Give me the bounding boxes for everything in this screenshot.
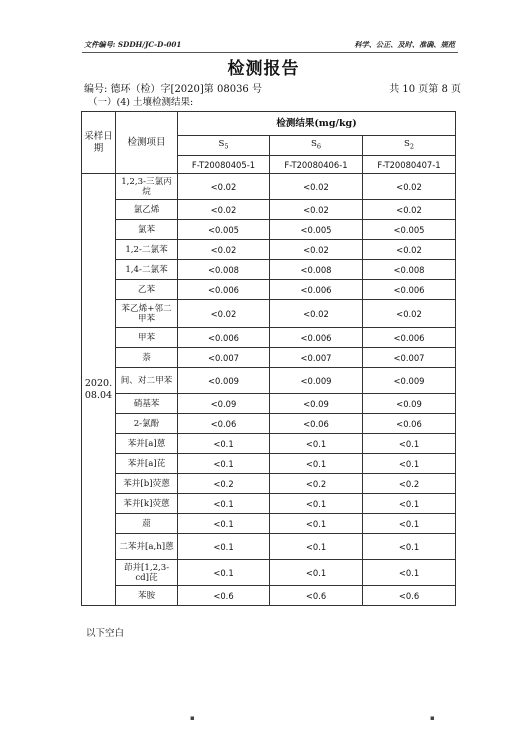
result-value-cell: <0.02 [178, 240, 270, 260]
header-sample-date: 采样日期 [82, 112, 116, 174]
page-indicator: 共 10 页第 8 页 [389, 84, 461, 95]
header-doc-file-number: 文件编号: SDDH/JC-D-001 [84, 40, 182, 49]
sample-id-cell: F-T20080407-1 [363, 156, 456, 174]
result-value-cell: <0.1 [178, 434, 270, 454]
table-row [82, 300, 456, 328]
result-value-cell: <0.006 [178, 328, 270, 348]
result-value-cell: <0.02 [363, 300, 456, 328]
test-item-cell: 苯并[b]荧蒽 [116, 474, 178, 494]
result-value-cell: <0.005 [270, 220, 363, 240]
table-row [82, 394, 456, 414]
table-row [82, 348, 456, 368]
result-value-cell: <0.1 [363, 514, 456, 534]
table-row [82, 368, 456, 394]
result-value-cell: <0.09 [270, 394, 363, 414]
table-row [82, 220, 456, 240]
table-row [82, 560, 456, 586]
test-item-cell: 1,4-二氯苯 [116, 260, 178, 280]
result-value-cell: <0.02 [363, 200, 456, 220]
result-value-cell: <0.1 [270, 560, 363, 586]
result-value-cell: <0.1 [270, 534, 363, 560]
result-value-cell: <0.06 [363, 414, 456, 434]
result-value-cell: <0.02 [270, 240, 363, 260]
scan-mark: ▪ [190, 714, 195, 722]
table-row [82, 454, 456, 474]
table-row [82, 494, 456, 514]
result-value-cell: <0.008 [178, 260, 270, 280]
test-item-cell: 1,2-二氯苯 [116, 240, 178, 260]
result-value-cell: <0.1 [178, 560, 270, 586]
result-value-cell: <0.007 [270, 348, 363, 368]
table-row [82, 414, 456, 434]
test-item-cell: 氯苯 [116, 220, 178, 240]
result-value-cell: <0.009 [270, 368, 363, 394]
result-value-cell: <0.006 [363, 328, 456, 348]
test-item-cell: 间、对二甲苯 [116, 368, 178, 394]
test-item-cell: 萘 [116, 348, 178, 368]
scan-mark: ▪ [430, 714, 435, 722]
site-label: $S_2$ [404, 139, 415, 151]
result-value-cell: <0.06 [270, 414, 363, 434]
site-header-cell [178, 136, 270, 156]
header-results: 检测结果(mg/kg) [178, 112, 456, 136]
test-item-cell: 苯胺 [116, 586, 178, 606]
result-value-cell: <0.005 [178, 220, 270, 240]
site-label: $S_5$ [218, 139, 229, 151]
table-row [82, 240, 456, 260]
result-value-cell: <0.1 [363, 494, 456, 514]
test-item-cell: 1,2,3-三氯丙烷 [116, 174, 178, 200]
result-value-cell: <0.1 [363, 454, 456, 474]
result-value-cell: <0.09 [178, 394, 270, 414]
table-row [82, 586, 456, 606]
header-divider [82, 52, 458, 53]
result-value-cell: <0.1 [270, 454, 363, 474]
result-value-cell: <0.02 [270, 174, 363, 200]
table-row [82, 514, 456, 534]
result-value-cell: <0.1 [178, 454, 270, 474]
table-row [82, 534, 456, 560]
report-title: 检测报告 [227, 59, 300, 79]
result-value-cell: <0.09 [363, 394, 456, 414]
result-value-cell: <0.008 [363, 260, 456, 280]
result-value-cell: <0.1 [270, 514, 363, 534]
table-row [82, 280, 456, 300]
test-item-cell: 苯乙烯+邻二甲苯 [116, 300, 178, 328]
result-value-cell: <0.006 [178, 280, 270, 300]
result-value-cell: <0.1 [363, 534, 456, 560]
result-value-cell: <0.007 [178, 348, 270, 368]
result-value-cell: <0.02 [270, 300, 363, 328]
result-value-cell: <0.007 [363, 348, 456, 368]
result-value-cell: <0.6 [178, 586, 270, 606]
table-row [82, 474, 456, 494]
result-value-cell: <0.02 [363, 240, 456, 260]
result-value-cell: <0.009 [363, 368, 456, 394]
sample-id-cell: F-T20080406-1 [270, 156, 363, 174]
test-item-cell: 䓛 [116, 514, 178, 534]
result-value-cell: <0.2 [363, 474, 456, 494]
section-heading: （一）(4) 土壤检测结果: [88, 97, 194, 108]
result-value-cell: <0.02 [178, 174, 270, 200]
test-item-cell: 2-氯酚 [116, 414, 178, 434]
result-value-cell: <0.1 [178, 514, 270, 534]
result-value-cell: <0.6 [363, 586, 456, 606]
header-test-item: 检测项目 [116, 112, 178, 174]
result-value-cell: <0.6 [270, 586, 363, 606]
test-item-cell: 苯并[k]荧蒽 [116, 494, 178, 514]
table-row [82, 174, 456, 200]
result-value-cell: <0.02 [363, 174, 456, 200]
test-item-cell: 苯并[a]蒽 [116, 434, 178, 454]
test-item-cell: 苯并[a]芘 [116, 454, 178, 474]
result-value-cell: <0.02 [178, 300, 270, 328]
result-value-cell: <0.2 [270, 474, 363, 494]
result-value-cell: <0.1 [178, 494, 270, 514]
result-value-cell: <0.1 [270, 494, 363, 514]
test-item-cell: 硝基苯 [116, 394, 178, 414]
soil-results-table [81, 111, 456, 606]
table-row [82, 260, 456, 280]
report-number: 编号: 德环（检）字[2020]第 08036 号 [84, 84, 262, 95]
result-value-cell: <0.1 [363, 434, 456, 454]
result-value-cell: <0.008 [270, 260, 363, 280]
test-item-cell: 甲苯 [116, 328, 178, 348]
test-item-cell: 茚并[1,2,3-cd]芘 [116, 560, 178, 586]
sample-date-cell: 2020.08.04 [82, 174, 116, 606]
sample-id-cell: F-T20080405-1 [178, 156, 270, 174]
result-value-cell: <0.006 [270, 328, 363, 348]
test-item-cell: 二苯并[a,h]蒽 [116, 534, 178, 560]
table-row [82, 434, 456, 454]
result-value-cell: <0.1 [178, 534, 270, 560]
result-value-cell: <0.1 [270, 434, 363, 454]
result-value-cell: <0.2 [178, 474, 270, 494]
test-item-cell: 乙苯 [116, 280, 178, 300]
header-motto: 科学、公正、及时、准确、规范 [354, 40, 455, 49]
site-header-cell [270, 136, 363, 156]
result-value-cell: <0.006 [270, 280, 363, 300]
result-value-cell: <0.1 [363, 560, 456, 586]
result-value-cell: <0.005 [363, 220, 456, 240]
table-row [82, 328, 456, 348]
site-header-cell [363, 136, 456, 156]
test-item-cell: 氯乙烯 [116, 200, 178, 220]
result-value-cell: <0.009 [178, 368, 270, 394]
blank-below-note: 以下空白 [86, 628, 125, 639]
result-value-cell: <0.02 [270, 200, 363, 220]
result-value-cell: <0.006 [363, 280, 456, 300]
table-row [82, 200, 456, 220]
result-value-cell: <0.06 [178, 414, 270, 434]
result-value-cell: <0.02 [178, 200, 270, 220]
site-label: $S_6$ [310, 139, 322, 151]
